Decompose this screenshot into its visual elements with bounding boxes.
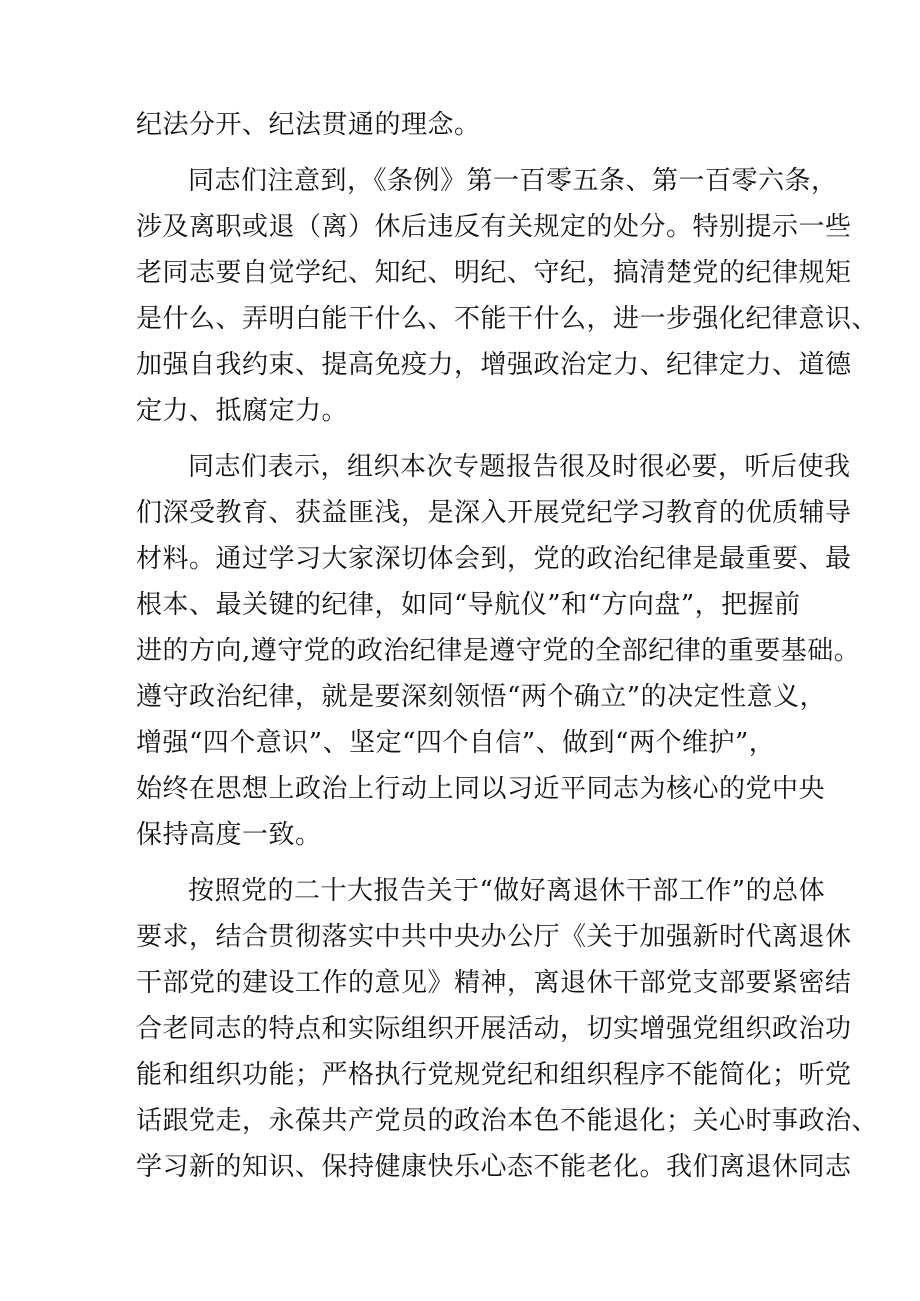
paragraph-3-line-6: 遵守政治纪律，就是要深刻领悟“两个确立”的决定性意义， xyxy=(136,682,827,712)
paragraph-3-line-2: 们深受教育、获益匪浅，是深入开展党纪学习教育的优质辅导 xyxy=(136,498,852,528)
paragraph-3-line-5: 进的方向,遵守党的政治纪律是遵守党的全部纪律的重要基础。 xyxy=(136,636,861,666)
paragraph-3-line-1: 同志们表示，组织本次专题报告很及时很必要，听后使我 xyxy=(188,452,851,482)
paragraph-3-line-7: 增强“四个意识”、坚定“四个自信”、做到“两个维护”， xyxy=(136,728,776,758)
paragraph-2-line-1: 同志们注意到，《条例》第一百零五条、第一百零六条， xyxy=(188,166,838,196)
paragraph-2-line-4: 是什么、弄明白能干什么、不能干什么，进一步强化纪律意识、 xyxy=(136,304,879,334)
paragraph-4-line-7: 学习新的知识、保持健康快乐心态不能老化。我们离退休同志 xyxy=(136,1152,852,1182)
paragraph-3-line-3: 材料。通过学习大家深切体会到，党的政治纪律是最重要、最 xyxy=(136,544,852,574)
paragraph-2-line-5: 加强自我约束、提高免疫力，增强政治定力、纪律定力、道德 xyxy=(136,350,852,380)
paragraph-4-line-3: 干部党的建设工作的意见》精神，离退休干部党支部要紧密结 xyxy=(136,968,852,998)
paragraph-4-line-5: 能和组织功能；严格执行党规党纪和组织程序不能简化；听党 xyxy=(136,1060,852,1090)
paragraph-4-line-6: 话跟党走，永葆共产党员的政治本色不能退化；关心时事政治、 xyxy=(136,1106,879,1136)
paragraph-4-line-2: 要求，结合贯彻落实中共中央办公厅《关于加强新时代离退休 xyxy=(136,922,852,952)
paragraph-4-line-4: 合老同志的特点和实际组织开展活动，切实增强党组织政治功 xyxy=(136,1014,852,1044)
paragraph-2-line-3: 老同志要自觉学纪、知纪、明纪、守纪，搞清楚党的纪律规矩 xyxy=(136,258,852,288)
paragraph-2-line-2: 涉及离职或退（离）休后违反有关规定的处分。特别提示一些 xyxy=(136,212,852,242)
paragraph-4-line-1: 按照党的二十大报告关于“做好离退休干部工作”的总体 xyxy=(188,876,826,906)
paragraph-3-line-9: 保持高度一致。 xyxy=(136,820,322,850)
paragraph-1-line-1: 纪法分开、纪法贯通的理念。 xyxy=(136,110,481,140)
paragraph-3-line-8: 始终在思想上政治上行动上同以习近平同志为核心的党中央 xyxy=(136,774,826,804)
paragraph-3-line-4: 根本、最关键的纪律，如同“导航仪”和“方向盘”，把握前 xyxy=(136,590,801,620)
paragraph-2-line-6: 定力、抵腐定力。 xyxy=(136,396,349,426)
